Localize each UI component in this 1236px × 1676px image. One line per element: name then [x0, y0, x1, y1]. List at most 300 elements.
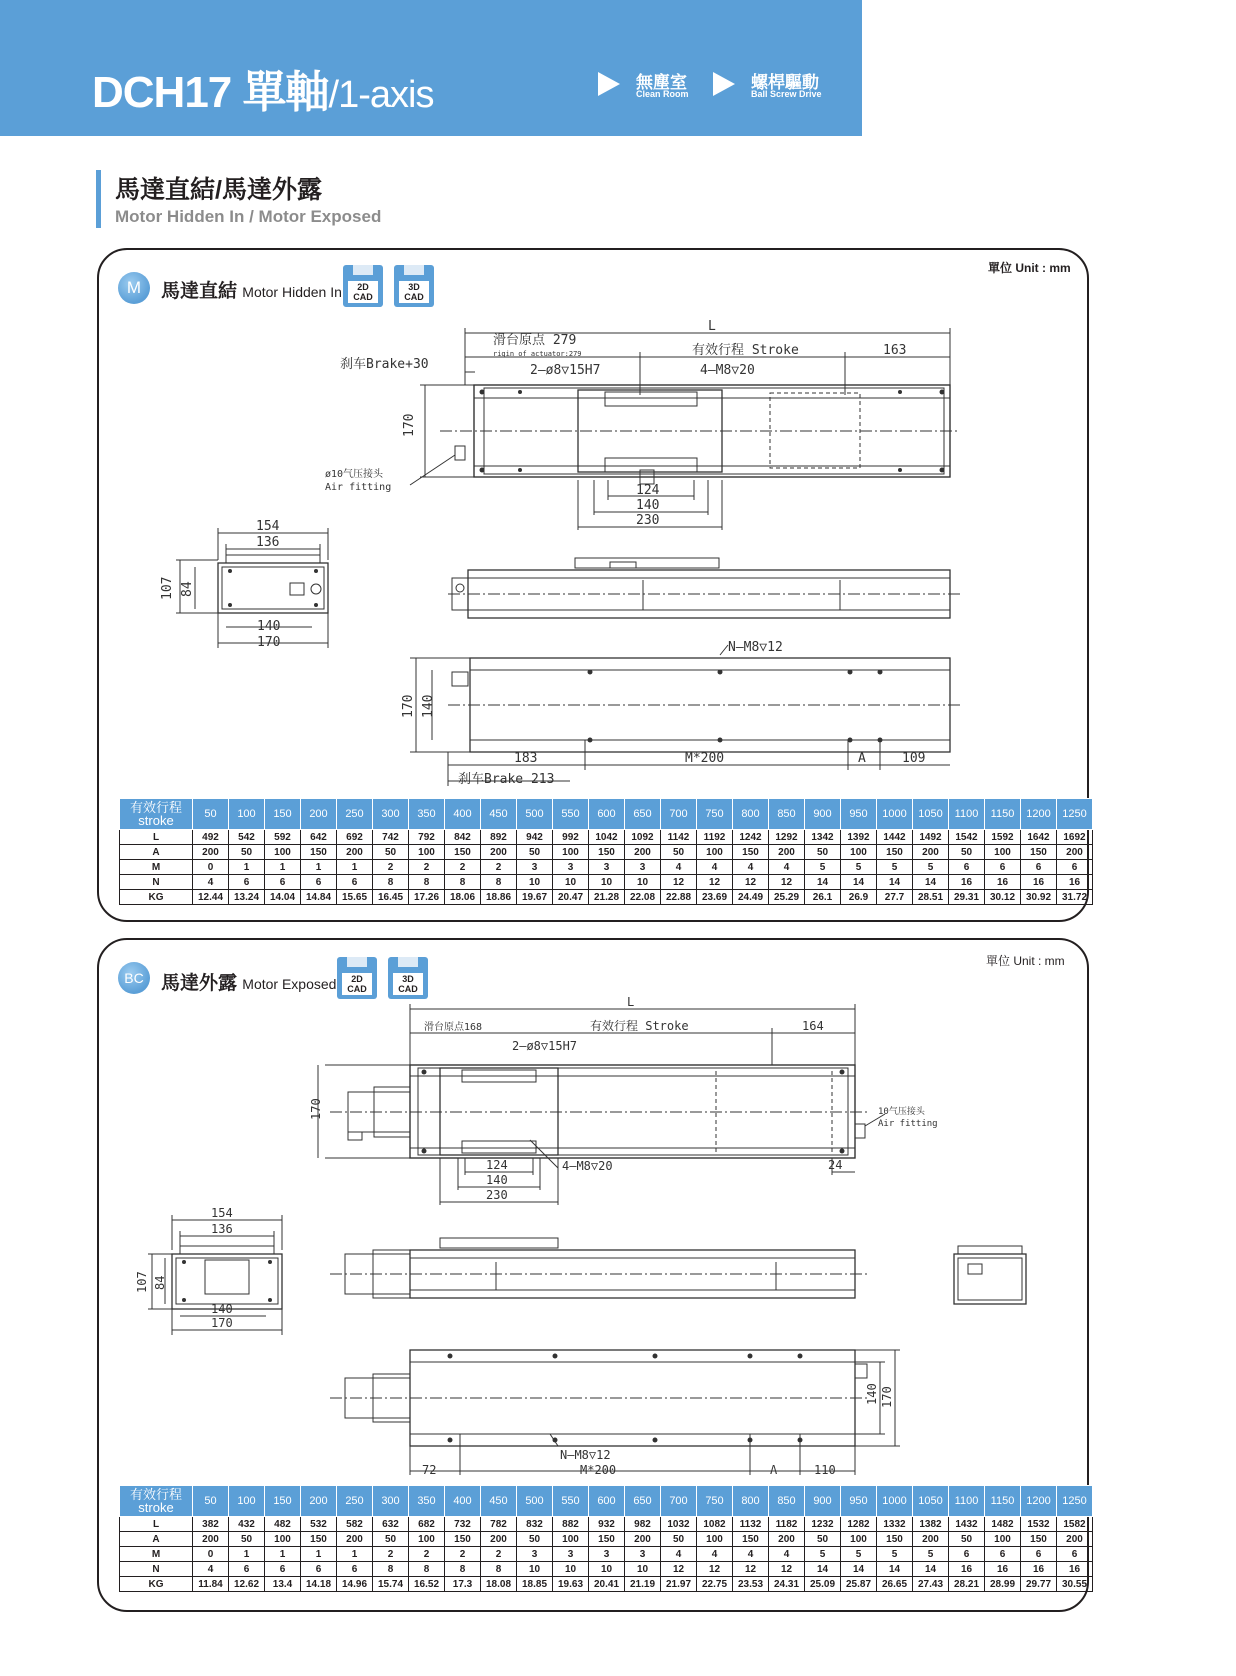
table-cell: 28.99 — [985, 1577, 1021, 1592]
table-cell: 2 — [445, 860, 481, 875]
table-cell: 8 — [373, 1562, 409, 1577]
table-cell: 50 — [661, 845, 697, 860]
dim-end-170: 170 — [211, 1316, 233, 1330]
dim-107: 107 — [135, 1271, 149, 1293]
stroke-col-header: 600 — [589, 799, 625, 830]
table-cell: 100 — [553, 1532, 589, 1547]
table-cell: 482 — [265, 1517, 301, 1532]
table-cell: 6 — [337, 875, 373, 890]
stroke-col-header: 1250 — [1057, 799, 1093, 830]
table-cell: 1692 — [1057, 830, 1093, 845]
table-cell: 382 — [193, 1517, 229, 1532]
table-cell: 150 — [589, 845, 625, 860]
table-cell: 1382 — [913, 1517, 949, 1532]
table-cell: 12 — [733, 875, 769, 890]
dim-230: 230 — [486, 1188, 508, 1202]
table-cell: 1642 — [1021, 830, 1057, 845]
table-cell: 200 — [193, 845, 229, 860]
table-cell: 16 — [1021, 875, 1057, 890]
table-cell: 12 — [697, 1562, 733, 1577]
table-cell: 14.04 — [265, 890, 301, 905]
table-cell: 932 — [589, 1517, 625, 1532]
table-cell: 2 — [373, 860, 409, 875]
table-cell: 432 — [229, 1517, 265, 1532]
table-cell: 30.12 — [985, 890, 1021, 905]
table-cell: 16 — [949, 875, 985, 890]
dim-stroke: 有效行程 Stroke — [692, 343, 799, 358]
dim-origin: 滑台原点 279 — [493, 333, 577, 348]
table-cell: 682 — [409, 1517, 445, 1532]
stroke-col-header: 550 — [553, 799, 589, 830]
table-cell: 12 — [661, 875, 697, 890]
stroke-header-cell: 有效行程 stroke — [120, 799, 193, 830]
table-cell: 14 — [877, 1562, 913, 1577]
table-cell: 1342 — [805, 830, 841, 845]
table-cell: 842 — [445, 830, 481, 845]
table-cell: 1192 — [697, 830, 733, 845]
hole-spec-n: N—M8▽12 — [728, 640, 783, 655]
cad-2d-download-icon[interactable]: 2D CAD — [337, 957, 377, 999]
dim-164: 164 — [802, 1019, 824, 1033]
table-cell: 1 — [301, 860, 337, 875]
stroke-col-header: 400 — [445, 1486, 481, 1517]
dim-bottom-170: 170 — [401, 694, 416, 718]
table-cell: 15.74 — [373, 1577, 409, 1592]
table-cell: 100 — [841, 845, 877, 860]
unit-label: 單位 Unit : mm — [988, 261, 1071, 275]
dim-72: 72 — [422, 1463, 437, 1477]
table-cell: 18.85 — [517, 1577, 553, 1592]
table-cell: 4 — [733, 1547, 769, 1562]
table-cell: 492 — [193, 830, 229, 845]
dim-107: 107 — [160, 576, 175, 600]
table-cell: 200 — [625, 1532, 661, 1547]
table-cell: 200 — [481, 1532, 517, 1547]
row-label: A — [120, 1532, 193, 1547]
table-cell: 21.28 — [589, 890, 625, 905]
table-cell: 12 — [697, 875, 733, 890]
table-cell: 0 — [193, 1547, 229, 1562]
table-cell: 792 — [409, 830, 445, 845]
table-row — [120, 1577, 1093, 1592]
table-cell: 11.84 — [193, 1577, 229, 1592]
table-cell: 5 — [841, 860, 877, 875]
stroke-col-header: 250 — [337, 799, 373, 830]
stroke-col-header: 800 — [733, 799, 769, 830]
table-cell: 1332 — [877, 1517, 913, 1532]
table-cell: 1482 — [985, 1517, 1021, 1532]
table-cell: 6 — [985, 860, 1021, 875]
table-cell: 20.41 — [589, 1577, 625, 1592]
dim-124: 124 — [486, 1158, 508, 1172]
dim-bottom-170: 170 — [880, 1386, 894, 1408]
dim-140: 140 — [636, 498, 660, 513]
table-cell: 632 — [373, 1517, 409, 1532]
table-cell: 24.49 — [733, 890, 769, 905]
table-cell: 4 — [769, 1547, 805, 1562]
stroke-header-cell: 有效行程 stroke — [120, 1486, 193, 1517]
row-label: L — [120, 1517, 193, 1532]
table-cell: 100 — [553, 845, 589, 860]
table-cell: 17.3 — [445, 1577, 481, 1592]
table-cell: 100 — [265, 1532, 301, 1547]
dim-170: 170 — [402, 413, 417, 437]
row-label: KG — [120, 1577, 193, 1592]
stroke-col-header: 1000 — [877, 799, 913, 830]
table-cell: 14 — [805, 875, 841, 890]
table-cell: 12 — [769, 1562, 805, 1577]
table-cell: 1142 — [661, 830, 697, 845]
hole-spec-1: 2—ø8▽15H7 — [512, 1039, 578, 1053]
table-cell: 8 — [445, 875, 481, 890]
table-cell: 18.86 — [481, 890, 517, 905]
table-cell: 742 — [373, 830, 409, 845]
table-row — [120, 1517, 1093, 1532]
table-cell: 4 — [661, 1547, 697, 1562]
dim-A: A — [858, 751, 866, 766]
table-cell: 4 — [697, 860, 733, 875]
table-cell: 1542 — [949, 830, 985, 845]
table-cell: 12 — [661, 1562, 697, 1577]
table-cell: 8 — [409, 1562, 445, 1577]
table-cell: 6 — [301, 1562, 337, 1577]
table-cell: 100 — [409, 1532, 445, 1547]
stroke-col-header: 700 — [661, 1486, 697, 1517]
cad-3d-download-icon[interactable]: 3D CAD — [394, 265, 434, 307]
table-cell: 22.88 — [661, 890, 697, 905]
row-label: M — [120, 1547, 193, 1562]
table-cell: 14 — [805, 1562, 841, 1577]
stroke-col-header: 450 — [481, 1486, 517, 1517]
table-cell: 150 — [877, 845, 913, 860]
stroke-col-header: 300 — [373, 1486, 409, 1517]
stroke-col-header: 850 — [769, 1486, 805, 1517]
table-cell: 2 — [373, 1547, 409, 1562]
table-cell: 642 — [301, 830, 337, 845]
dim-L: L — [708, 319, 716, 334]
table-cell: 100 — [697, 845, 733, 860]
stroke-col-header: 850 — [769, 799, 805, 830]
dim-end-140: 140 — [211, 1302, 233, 1316]
table-header-row — [120, 1486, 1093, 1517]
table-cell: 1082 — [697, 1517, 733, 1532]
table-cell: 14 — [913, 875, 949, 890]
axis-en: /1-axis — [328, 74, 434, 116]
table-cell: 150 — [301, 1532, 337, 1547]
stroke-col-header: 350 — [409, 1486, 445, 1517]
table-cell: 19.63 — [553, 1577, 589, 1592]
table-cell: 6 — [229, 1562, 265, 1577]
table-cell: 16 — [1057, 875, 1093, 890]
stroke-col-header: 500 — [517, 1486, 553, 1517]
table-cell: 12 — [769, 875, 805, 890]
table-cell: 25.87 — [841, 1577, 877, 1592]
axis-zh: 單軸 — [242, 68, 329, 117]
table-cell: 2 — [409, 1547, 445, 1562]
table-cell: 10 — [589, 1562, 625, 1577]
table-cell: 5 — [913, 1547, 949, 1562]
dim-154: 154 — [211, 1206, 233, 1220]
dim-stroke: 有效行程 Stroke — [590, 1019, 689, 1033]
table-cell: 1242 — [733, 830, 769, 845]
table-cell: 20.47 — [553, 890, 589, 905]
dim-84: 84 — [153, 1275, 167, 1290]
table-cell: 200 — [193, 1532, 229, 1547]
table-cell: 13.4 — [265, 1577, 301, 1592]
table-cell: 30.92 — [1021, 890, 1057, 905]
table-cell: 542 — [229, 830, 265, 845]
stroke-col-header: 600 — [589, 1486, 625, 1517]
table-cell: 10 — [625, 1562, 661, 1577]
table-cell: 22.08 — [625, 890, 661, 905]
stroke-col-header: 150 — [265, 799, 301, 830]
stroke-col-header: 100 — [229, 799, 265, 830]
table-cell: 150 — [1021, 845, 1057, 860]
table-cell: 6 — [337, 1562, 373, 1577]
stroke-col-header: 1100 — [949, 799, 985, 830]
unit-label: 單位 Unit : mm — [986, 954, 1065, 968]
table-cell: 14.84 — [301, 890, 337, 905]
table-cell: 14 — [841, 1562, 877, 1577]
stroke-col-header: 950 — [841, 1486, 877, 1517]
table-cell: 1592 — [985, 830, 1021, 845]
air-fitting-zh: ø10气压接头 — [325, 469, 384, 480]
table-cell: 8 — [373, 875, 409, 890]
dim-136: 136 — [256, 535, 280, 550]
table-cell: 10 — [589, 875, 625, 890]
stroke-col-header: 50 — [193, 1486, 229, 1517]
table-cell: 582 — [337, 1517, 373, 1532]
table-cell: 4 — [661, 860, 697, 875]
dim-230: 230 — [636, 513, 660, 528]
table-cell: 6 — [301, 875, 337, 890]
table-cell: 14 — [913, 1562, 949, 1577]
table-cell: 532 — [301, 1517, 337, 1532]
stroke-col-header: 500 — [517, 799, 553, 830]
table-cell: 3 — [589, 860, 625, 875]
hole-spec-2: 4—M8▽20 — [562, 1159, 613, 1173]
table-cell: 8 — [445, 1562, 481, 1577]
table-cell: 6 — [1057, 1547, 1093, 1562]
table-cell: 8 — [481, 875, 517, 890]
table-cell: 1492 — [913, 830, 949, 845]
dim-140: 140 — [486, 1173, 508, 1187]
table-cell: 5 — [877, 1547, 913, 1562]
table-cell: 200 — [625, 845, 661, 860]
table-cell: 150 — [877, 1532, 913, 1547]
table-cell: 50 — [373, 1532, 409, 1547]
stroke-col-header: 1050 — [913, 1486, 949, 1517]
table-cell: 942 — [517, 830, 553, 845]
table-cell: 3 — [517, 860, 553, 875]
table-cell: 2 — [481, 860, 517, 875]
table-cell: 4 — [697, 1547, 733, 1562]
table-cell: 19.67 — [517, 890, 553, 905]
stroke-col-header: 1200 — [1021, 1486, 1057, 1517]
table-cell: 1 — [265, 1547, 301, 1562]
model-name: DCH17 — [92, 68, 232, 117]
table-cell: 100 — [841, 1532, 877, 1547]
table-cell: 12.62 — [229, 1577, 265, 1592]
dim-170: 170 — [309, 1098, 323, 1120]
table-cell: 29.31 — [949, 890, 985, 905]
stroke-col-header: 1000 — [877, 1486, 913, 1517]
dim-brake-213: 刹车Brake 213 — [458, 772, 555, 787]
table-cell: 1 — [337, 1547, 373, 1562]
table-cell: 1092 — [625, 830, 661, 845]
table-cell: 26.1 — [805, 890, 841, 905]
table-cell: 50 — [949, 1532, 985, 1547]
table-cell: 50 — [805, 845, 841, 860]
section-title-en: Motor Hidden In / Motor Exposed — [115, 207, 382, 226]
table-cell: 0 — [193, 860, 229, 875]
dim-154: 154 — [256, 519, 280, 534]
table-cell: 100 — [409, 845, 445, 860]
table-cell: 14.18 — [301, 1577, 337, 1592]
dim-L: L — [627, 995, 635, 1009]
stroke-col-header: 150 — [265, 1486, 301, 1517]
table-cell: 1582 — [1057, 1517, 1093, 1532]
table-cell: 6 — [1021, 860, 1057, 875]
panel-m-title-en: Motor Hidden In — [242, 284, 342, 300]
table-cell: 10 — [553, 1562, 589, 1577]
table-cell: 150 — [589, 1532, 625, 1547]
table-cell: 100 — [265, 845, 301, 860]
stroke-col-header: 950 — [841, 799, 877, 830]
table-cell: 3 — [589, 1547, 625, 1562]
table-cell: 892 — [481, 830, 517, 845]
table-cell: 992 — [553, 830, 589, 845]
table-cell: 150 — [445, 845, 481, 860]
table-cell: 28.21 — [949, 1577, 985, 1592]
table-cell: 6 — [1057, 860, 1093, 875]
tag-clean-room-en: Clean Room — [636, 89, 689, 99]
table-cell: 27.7 — [877, 890, 913, 905]
table-cell: 17.26 — [409, 890, 445, 905]
table-cell: 50 — [229, 845, 265, 860]
stroke-col-header: 400 — [445, 799, 481, 830]
table-cell: 16 — [985, 1562, 1021, 1577]
table-cell: 25.29 — [769, 890, 805, 905]
stroke-col-header: 350 — [409, 799, 445, 830]
table-cell: 1132 — [733, 1517, 769, 1532]
cad-3d-download-icon[interactable]: 3D CAD — [388, 957, 428, 999]
table-cell: 14.96 — [337, 1577, 373, 1592]
dim-brake: 刹车Brake+30 — [340, 357, 429, 372]
table-cell: 100 — [985, 845, 1021, 860]
badge-bc: BC — [118, 962, 150, 994]
table-cell: 16.52 — [409, 1577, 445, 1592]
table-cell: 50 — [517, 1532, 553, 1547]
table-cell: 150 — [445, 1532, 481, 1547]
table-row — [120, 1562, 1093, 1577]
table-cell: 8 — [481, 1562, 517, 1577]
table-cell: 832 — [517, 1517, 553, 1532]
hole-spec-1: 2—ø8▽15H7 — [530, 363, 601, 378]
panel-m-title-zh: 馬達直結 — [161, 281, 238, 302]
dim-end-140: 140 — [257, 619, 281, 634]
table-cell: 3 — [553, 1547, 589, 1562]
table-cell: 1392 — [841, 830, 877, 845]
table-cell: 21.97 — [661, 1577, 697, 1592]
table-cell: 200 — [769, 845, 805, 860]
dim-163: 163 — [883, 343, 907, 358]
table-cell: 16 — [985, 875, 1021, 890]
air-fitting-en: Air fitting — [878, 1119, 938, 1129]
table-cell: 30.55 — [1057, 1577, 1093, 1592]
stroke-col-header: 900 — [805, 799, 841, 830]
table-cell: 23.69 — [697, 890, 733, 905]
row-label: N — [120, 1562, 193, 1577]
dim-24: 24 — [828, 1158, 843, 1172]
stroke-col-header: 100 — [229, 1486, 265, 1517]
table-cell: 6 — [1021, 1547, 1057, 1562]
stroke-col-header: 750 — [697, 1486, 733, 1517]
stroke-col-header: 1100 — [949, 1486, 985, 1517]
dim-origin-en: rigin of actuator:279 — [493, 350, 582, 358]
stroke-col-header: 1250 — [1057, 1486, 1093, 1517]
tag-ball-screw-zh: 螺桿驅動 — [751, 73, 819, 92]
table-cell: 14 — [841, 875, 877, 890]
dim-bottom-140: 140 — [421, 694, 436, 718]
row-label: N — [120, 875, 193, 890]
table-cell: 200 — [769, 1532, 805, 1547]
table-cell: 16.45 — [373, 890, 409, 905]
dim-110: 110 — [814, 1463, 836, 1477]
table-cell: 1 — [301, 1547, 337, 1562]
air-fitting-zh: 10气压接头 — [878, 1107, 925, 1117]
table-cell: 6 — [229, 875, 265, 890]
table-cell: 732 — [445, 1517, 481, 1532]
dim-183: 183 — [514, 751, 538, 766]
table-cell: 2 — [481, 1547, 517, 1562]
panel-bc-title-en: Motor Exposed — [242, 976, 337, 992]
stroke-col-header: 1050 — [913, 799, 949, 830]
table-cell: 4 — [769, 860, 805, 875]
table-cell: 5 — [805, 860, 841, 875]
table-cell: 4 — [193, 1562, 229, 1577]
row-label: M — [120, 860, 193, 875]
table-cell: 4 — [193, 875, 229, 890]
table-cell: 1 — [265, 860, 301, 875]
table-cell: 1532 — [1021, 1517, 1057, 1532]
table-cell: 1232 — [805, 1517, 841, 1532]
table-cell: 26.65 — [877, 1577, 913, 1592]
table-cell: 10 — [517, 875, 553, 890]
stroke-col-header: 750 — [697, 799, 733, 830]
stroke-col-header: 800 — [733, 1486, 769, 1517]
panel-bc-title-zh: 馬達外露 — [161, 973, 238, 994]
table-cell: 882 — [553, 1517, 589, 1532]
table-cell: 27.43 — [913, 1577, 949, 1592]
table-cell: 1 — [337, 860, 373, 875]
table-cell: 50 — [661, 1532, 697, 1547]
cad-2d-download-icon[interactable]: 2D CAD — [343, 265, 383, 307]
stroke-col-header: 1150 — [985, 799, 1021, 830]
table-cell: 692 — [337, 830, 373, 845]
dim-136: 136 — [211, 1222, 233, 1236]
table-cell: 18.08 — [481, 1577, 517, 1592]
table-cell: 200 — [1057, 845, 1093, 860]
table-cell: 50 — [805, 1532, 841, 1547]
table-cell: 150 — [733, 845, 769, 860]
table-cell: 1432 — [949, 1517, 985, 1532]
table-cell: 16 — [949, 1562, 985, 1577]
table-cell: 8 — [409, 875, 445, 890]
dim-end-170: 170 — [257, 635, 281, 650]
spec-table-motor-exposed — [119, 1485, 1093, 1592]
table-cell: 28.51 — [913, 890, 949, 905]
